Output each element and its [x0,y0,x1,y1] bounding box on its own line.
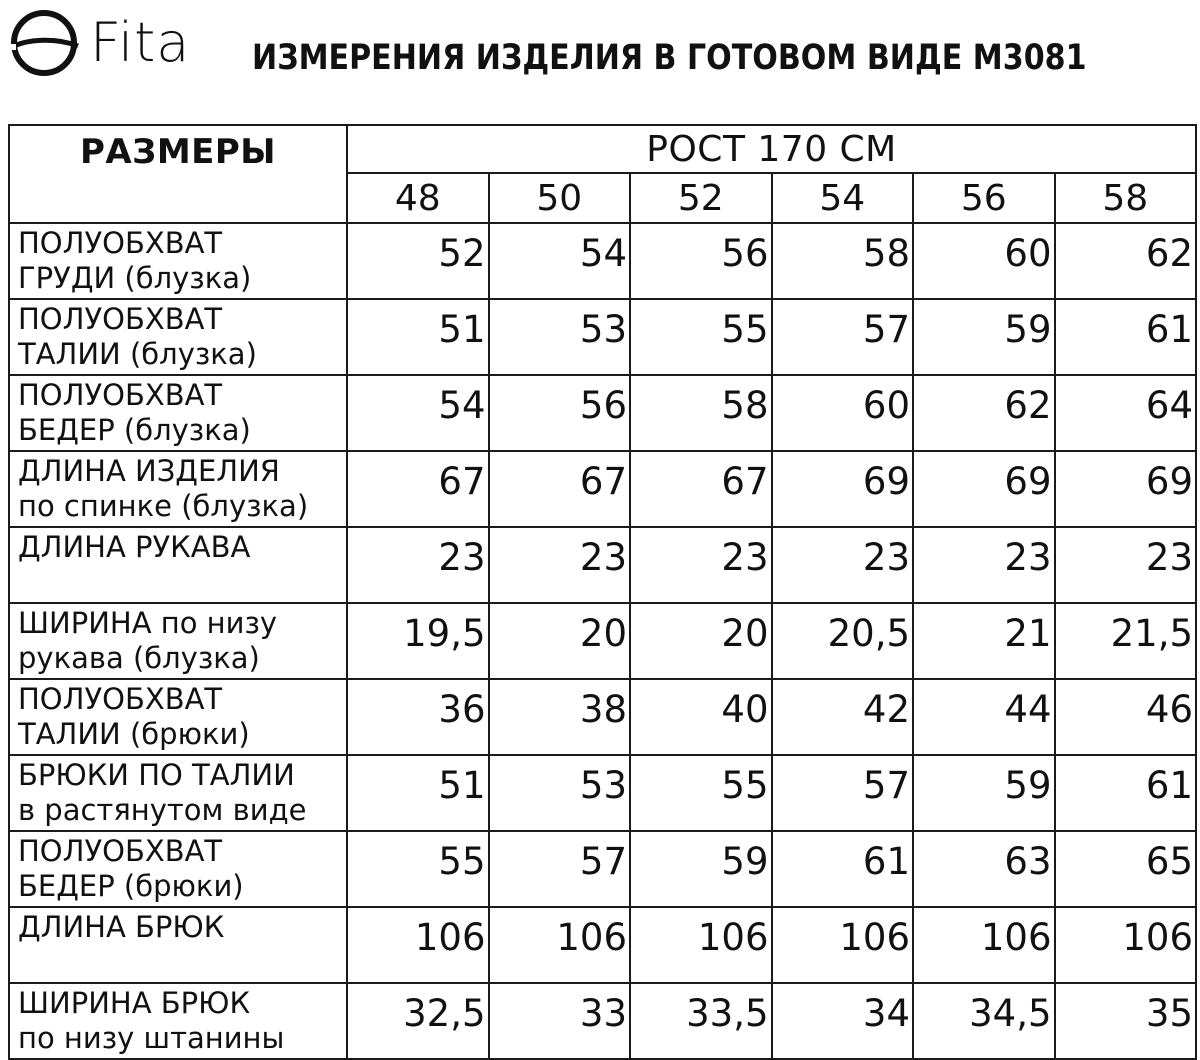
measurement-value: 106 [630,907,772,983]
measurement-value: 23 [489,527,631,603]
brand-name: Fita [90,11,191,74]
header-row-height [9,125,1196,173]
row-label [9,755,347,831]
table-row [9,603,1196,679]
row-label [9,983,347,1059]
measurement-value: 23 [347,527,489,603]
measurement-value: 67 [489,451,631,527]
row-label [9,907,347,983]
measurement-value: 64 [1055,375,1197,451]
table-row [9,451,1196,527]
size-column-header: 52 [630,173,772,223]
measurement-value: 21 [913,603,1055,679]
measurement-value: 34,5 [913,983,1055,1059]
table-row [9,755,1196,831]
measurement-value: 40 [630,679,772,755]
row-label [9,603,347,679]
row-label-line-1: ПОЛУОБХВАТ [18,834,223,868]
row-label [9,831,347,907]
row-label-line-1: ПОЛУОБХВАТ [18,302,223,336]
measurement-value: 59 [913,755,1055,831]
measurement-value: 33,5 [630,983,772,1059]
page-header [0,0,1200,110]
measurement-value: 54 [489,223,631,299]
row-label-line-1: ШИРИНА по низу [18,606,278,640]
table-row [9,831,1196,907]
measurement-value: 23 [630,527,772,603]
row-label-line-2: БЕДЕР (брюки) [18,869,244,903]
row-label-line-1: ПОЛУОБХВАТ [18,682,223,716]
size-column-header: 56 [913,173,1055,223]
measurement-value: 32,5 [347,983,489,1059]
table-row [9,527,1196,603]
row-label-line-2: в растянутом виде [18,793,307,827]
table-row [9,299,1196,375]
measurement-value: 60 [913,223,1055,299]
measurement-value: 106 [913,907,1055,983]
measurement-value: 34 [772,983,914,1059]
measurement-value: 21,5 [1055,603,1197,679]
measurement-value: 56 [630,223,772,299]
measurement-value: 60 [772,375,914,451]
measurement-value: 19,5 [347,603,489,679]
measurement-value: 65 [1055,831,1197,907]
measurement-value: 58 [630,375,772,451]
row-label-line-1: ДЛИНА РУКАВА [18,530,251,564]
measurement-value: 55 [630,755,772,831]
row-label [9,223,347,299]
row-label-line-2: по спинке (блузка) [18,489,309,523]
row-label-line-1: ПОЛУОБХВАТ [18,226,223,260]
measurement-value: 35 [1055,983,1197,1059]
measurement-value: 46 [1055,679,1197,755]
row-label-line-1: БРЮКИ ПО ТАЛИИ [18,758,295,792]
measurement-value: 62 [1055,223,1197,299]
measurement-value: 23 [1055,527,1197,603]
measurement-value: 63 [913,831,1055,907]
measurement-value: 69 [913,451,1055,527]
row-label-line-2: БЕДЕР (блузка) [18,413,251,447]
measurement-value: 55 [347,831,489,907]
measurement-value: 33 [489,983,631,1059]
measurement-value: 57 [772,755,914,831]
size-column-header: 54 [772,173,914,223]
measurement-value: 20 [630,603,772,679]
table-row [9,375,1196,451]
size-column-header: 48 [347,173,489,223]
measurement-value: 51 [347,299,489,375]
table-row [9,983,1196,1059]
measurement-value: 59 [630,831,772,907]
measurement-value: 59 [913,299,1055,375]
table-row [9,223,1196,299]
row-label [9,527,347,603]
measurement-value: 62 [913,375,1055,451]
row-label-line-2: ГРУДИ (блузка) [18,261,252,295]
measurement-value: 42 [772,679,914,755]
measurement-value: 57 [772,299,914,375]
table-row [9,907,1196,983]
measurement-value: 51 [347,755,489,831]
size-column-header: 58 [1055,173,1197,223]
measurement-value: 69 [772,451,914,527]
row-label-line-2: ТАЛИИ (блузка) [18,337,257,371]
row-label [9,299,347,375]
measurement-value: 53 [489,755,631,831]
document-title: ИЗМЕРЕНИЯ ИЗДЕЛИЯ В ГОТОВОМ ВИДЕ М3081 [252,38,1087,78]
measurement-value: 61 [1055,755,1197,831]
measurement-value: 106 [1055,907,1197,983]
measurement-value: 61 [1055,299,1197,375]
measurement-value: 106 [489,907,631,983]
row-label-line-1: ПОЛУОБХВАТ [18,378,223,412]
measurement-value: 38 [489,679,631,755]
row-label-line-2: по низу штанины [18,1021,285,1055]
row-label-line-2: ТАЛИИ (брюки) [18,717,250,751]
measurement-value: 20 [489,603,631,679]
row-label-line-1: ДЛИНА БРЮК [18,910,225,944]
row-label [9,375,347,451]
sizes-header: РАЗМЕРЫ [9,125,347,223]
row-label [9,679,347,755]
size-column-header: 50 [489,173,631,223]
measurement-value: 53 [489,299,631,375]
measurement-value: 61 [772,831,914,907]
measurement-value: 57 [489,831,631,907]
row-label [9,451,347,527]
measurement-value: 69 [1055,451,1197,527]
row-label-line-1: ДЛИНА ИЗДЕЛИЯ [18,454,280,488]
measurement-value: 106 [772,907,914,983]
measurement-value: 36 [347,679,489,755]
measurement-value: 55 [630,299,772,375]
measurement-value: 54 [347,375,489,451]
row-label-line-2: рукава (блузка) [18,641,260,675]
measurement-value: 58 [772,223,914,299]
measurement-value: 44 [913,679,1055,755]
measurement-value: 23 [772,527,914,603]
row-label-line-1: ШИРИНА БРЮК [18,986,251,1020]
measurement-value: 20,5 [772,603,914,679]
measurement-value: 52 [347,223,489,299]
height-header: РОСТ 170 СМ [347,125,1196,173]
measurement-value: 67 [347,451,489,527]
measurement-value: 23 [913,527,1055,603]
measurement-value: 67 [630,451,772,527]
fita-logo-icon [8,8,80,78]
measurement-value: 56 [489,375,631,451]
measurement-value: 106 [347,907,489,983]
brand-logo [8,8,190,78]
size-chart-table [8,124,1197,1060]
table-row [9,679,1196,755]
